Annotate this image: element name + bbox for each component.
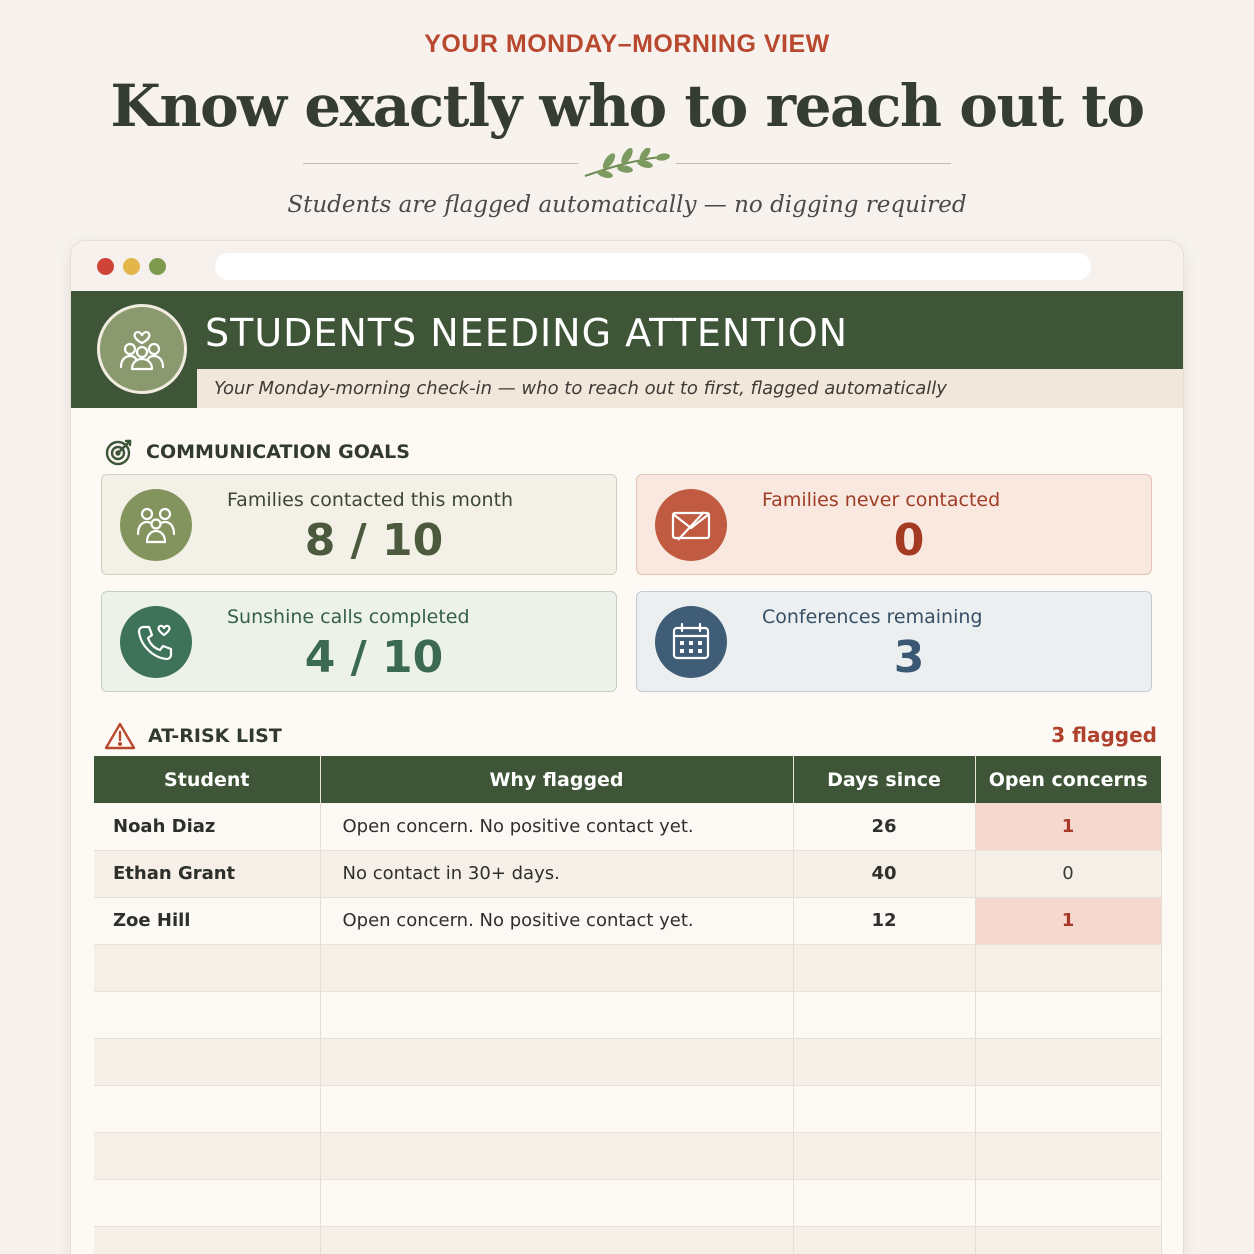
column-header-days-since[interactable]: Days since — [793, 756, 975, 803]
empty-cell — [793, 1132, 975, 1179]
empty-cell — [320, 1179, 793, 1226]
empty-cell — [793, 944, 975, 991]
goal-label: Conferences remaining — [762, 606, 983, 628]
minimize-window-button[interactable] — [123, 258, 140, 275]
empty-cell — [94, 1132, 320, 1179]
why-flagged-cell: Open concern. No positive contact yet. — [320, 803, 793, 850]
empty-cell — [975, 1226, 1161, 1254]
why-flagged-cell: Open concern. No positive contact yet. — [320, 897, 793, 944]
goal-value: 4 / 10 — [304, 632, 444, 683]
empty-cell — [793, 1226, 975, 1254]
attention-banner — [71, 291, 1183, 408]
open-concerns-cell: 1 — [975, 897, 1161, 944]
empty-cell — [320, 991, 793, 1038]
empty-cell — [975, 991, 1161, 1038]
student-name-cell: Noah Diaz — [94, 803, 320, 850]
empty-cell — [94, 1179, 320, 1226]
student-name-cell: Zoe Hill — [94, 897, 320, 944]
empty-cell — [320, 1226, 793, 1254]
communication-goals-heading — [104, 437, 410, 467]
empty-cell — [975, 1038, 1161, 1085]
page-subhead: Students are flagged automatically — no digging required — [287, 192, 967, 218]
column-header-open-concerns[interactable]: Open concerns — [975, 756, 1161, 803]
open-concerns-cell: 1 — [975, 803, 1161, 850]
empty-cell — [94, 1085, 320, 1132]
empty-table-row — [94, 991, 1161, 1038]
empty-cell — [793, 1038, 975, 1085]
empty-cell — [975, 944, 1161, 991]
goal-value: 3 — [893, 632, 925, 683]
family-heart-icon — [97, 304, 187, 394]
empty-cell — [320, 1132, 793, 1179]
at-risk-heading — [104, 721, 282, 751]
page-headline: Know exactly who to reach out to — [110, 72, 1144, 140]
days-since-cell: 40 — [793, 850, 975, 897]
warning-icon — [104, 721, 136, 751]
maximize-window-button[interactable] — [149, 258, 166, 275]
divider-line-left — [303, 163, 578, 164]
at-risk-table — [94, 756, 1162, 1254]
target-icon — [104, 437, 134, 467]
table-row[interactable] — [94, 897, 1161, 944]
empty-table-row — [94, 1179, 1161, 1226]
student-name-cell: Ethan Grant — [94, 850, 320, 897]
empty-cell — [793, 1085, 975, 1132]
divider-line-right — [676, 163, 951, 164]
empty-table-row — [94, 1085, 1161, 1132]
empty-table-row — [94, 1226, 1161, 1254]
empty-cell — [94, 1038, 320, 1085]
close-window-button[interactable] — [97, 258, 114, 275]
empty-cell — [975, 1085, 1161, 1132]
column-header-student[interactable]: Student — [94, 756, 320, 803]
at-risk-label: AT-RISK LIST — [148, 725, 282, 747]
banner-title: STUDENTS NEEDING ATTENTION — [205, 311, 849, 355]
open-concerns-cell: 0 — [975, 850, 1161, 897]
empty-cell — [94, 991, 320, 1038]
address-bar[interactable] — [215, 253, 1091, 280]
table-row[interactable] — [94, 850, 1161, 897]
empty-cell — [793, 991, 975, 1038]
empty-cell — [793, 1179, 975, 1226]
empty-cell — [320, 1038, 793, 1085]
communication-goals-label: COMMUNICATION GOALS — [146, 441, 410, 463]
why-flagged-cell: No contact in 30+ days. — [320, 850, 793, 897]
days-since-cell: 26 — [793, 803, 975, 850]
empty-cell — [320, 944, 793, 991]
sprig-divider — [303, 148, 951, 180]
empty-cell — [94, 944, 320, 991]
table-header-row — [94, 756, 1161, 803]
app-window — [70, 240, 1184, 1254]
window-chrome — [71, 241, 1183, 291]
goal-label: Sunshine calls completed — [227, 606, 470, 628]
empty-table-row — [94, 1132, 1161, 1179]
empty-table-row — [94, 944, 1161, 991]
goal-card-sunshine-calls — [101, 591, 617, 692]
goal-value: 0 — [893, 515, 925, 566]
empty-cell — [975, 1179, 1161, 1226]
empty-cell — [94, 1226, 320, 1254]
flagged-count-badge: 3 flagged — [1051, 723, 1157, 747]
empty-cell — [975, 1132, 1161, 1179]
goal-card-families-contacted — [101, 474, 617, 575]
goal-card-conferences — [636, 591, 1152, 692]
empty-table-row — [94, 1038, 1161, 1085]
days-since-cell: 12 — [793, 897, 975, 944]
eyebrow-label: YOUR MONDAY–MORNING VIEW — [424, 30, 830, 58]
goal-label: Families contacted this month — [227, 489, 514, 511]
goal-value: 8 / 10 — [304, 515, 444, 566]
column-header-why-flagged[interactable]: Why flagged — [320, 756, 793, 803]
goal-card-never-contacted — [636, 474, 1152, 575]
banner-subtitle: Your Monday-morning check-in — who to reach out to first, flagged automatically — [197, 369, 1183, 408]
goal-label: Families never contacted — [762, 489, 1001, 511]
leaf-sprig-icon — [583, 148, 671, 180]
empty-cell — [320, 1085, 793, 1132]
table-row[interactable] — [94, 803, 1161, 850]
